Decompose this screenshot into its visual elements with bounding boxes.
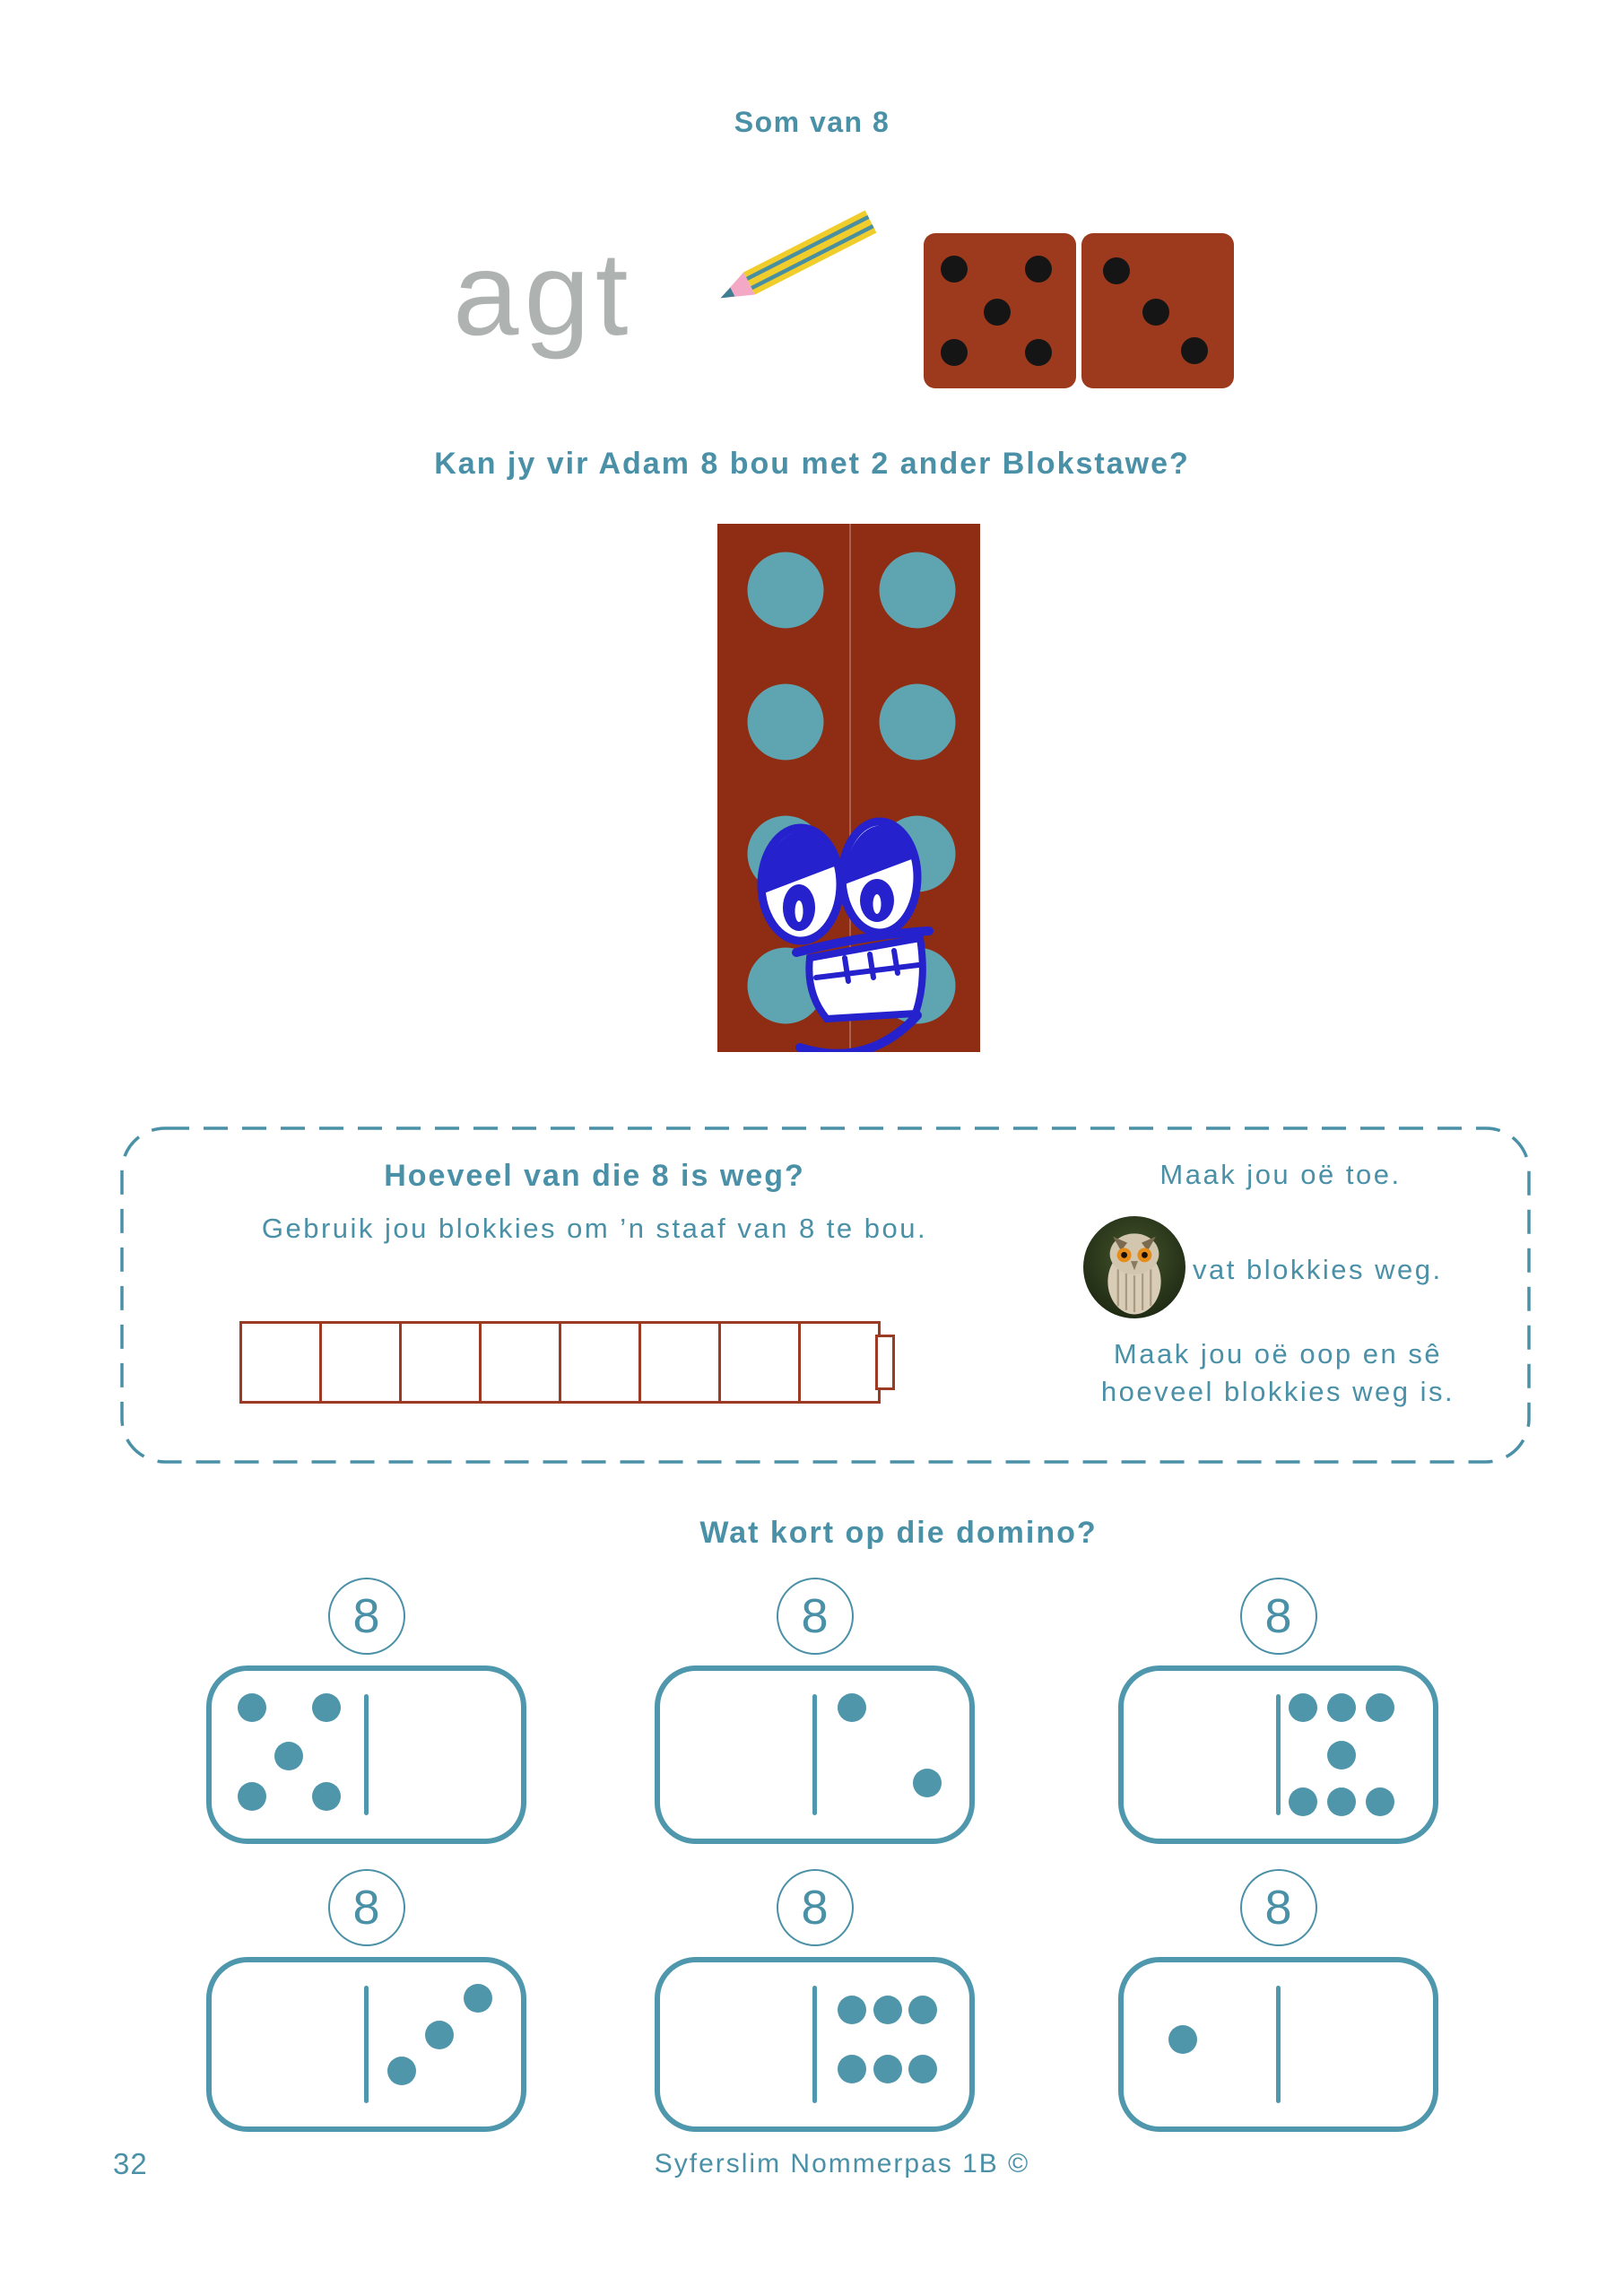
domino-dot xyxy=(873,1996,902,2024)
domino-exercise xyxy=(206,1869,526,2132)
domino-dot xyxy=(1327,1741,1356,1770)
rod-cell xyxy=(479,1321,561,1404)
domino-dot xyxy=(387,2057,416,2085)
domino-dot xyxy=(312,1782,341,1811)
domino-dot xyxy=(1366,1787,1394,1816)
domino-dot xyxy=(274,1742,303,1770)
domino-dot xyxy=(464,1984,492,2013)
rod-cell xyxy=(638,1321,721,1404)
domino-divider xyxy=(364,1694,369,1815)
domino-exercise xyxy=(655,1869,975,2132)
step-open-eyes-line1: Maak jou oë oop en sê xyxy=(1113,1338,1443,1370)
footer-imprint: Syferslim Nommerpas 1B © xyxy=(654,2149,1030,2179)
domino-dot xyxy=(838,2055,866,2083)
domino-half-right xyxy=(367,1671,522,1839)
question-domino: Wat kort op die domino? xyxy=(699,1516,1098,1550)
domino-half-left xyxy=(1124,1671,1279,1839)
domino-half-left xyxy=(212,1671,367,1839)
step-open-eyes-line2: hoeveel blokkies weg is. xyxy=(1100,1376,1455,1407)
die-dot xyxy=(1142,299,1169,326)
activity-heading: Hoeveel van die 8 is weg? xyxy=(384,1159,805,1193)
domino-half-left xyxy=(1124,1962,1279,2126)
die-three xyxy=(1081,233,1234,388)
rod-cell xyxy=(319,1321,402,1404)
block-hole xyxy=(879,683,955,760)
rod-of-eight xyxy=(239,1321,881,1404)
domino xyxy=(655,1957,975,2132)
rod-cell xyxy=(559,1321,641,1404)
domino-dot xyxy=(1327,1693,1356,1722)
block-hole xyxy=(748,683,824,760)
domino-dot xyxy=(238,1782,266,1811)
rod-end-tab xyxy=(875,1335,895,1390)
block-hole xyxy=(748,552,824,628)
page-title: Som van 8 xyxy=(734,106,890,138)
die-five xyxy=(924,233,1076,388)
rod-cell xyxy=(399,1321,482,1404)
domino-exercise xyxy=(1118,1578,1438,1844)
domino-half-right xyxy=(1279,1962,1434,2126)
domino-divider xyxy=(364,1986,369,2103)
domino xyxy=(206,1957,526,2132)
block-hole xyxy=(748,816,824,892)
block-hole xyxy=(748,948,824,1024)
target-number-badge: 8 xyxy=(328,1578,405,1655)
domino-exercise xyxy=(655,1578,975,1844)
domino-dot xyxy=(1289,1693,1317,1722)
die-dot xyxy=(1181,337,1208,364)
domino-exercise xyxy=(1118,1869,1438,2132)
target-number-badge: 8 xyxy=(328,1869,405,1946)
die-dot xyxy=(984,299,1011,326)
die-dot xyxy=(941,339,968,366)
rod-cell xyxy=(798,1321,881,1404)
die-dot xyxy=(1025,256,1052,283)
domino-dot xyxy=(425,2021,454,2049)
domino-dot xyxy=(913,1769,942,1797)
domino-dot xyxy=(908,1996,937,2024)
block-column-divider xyxy=(849,524,851,1052)
domino-dot xyxy=(908,2055,937,2083)
die-dot xyxy=(1025,339,1052,366)
domino-dot xyxy=(1289,1787,1317,1816)
target-number-badge: 8 xyxy=(1240,1578,1317,1655)
domino-dot xyxy=(1327,1787,1356,1816)
domino xyxy=(1118,1957,1438,2132)
domino-dot xyxy=(838,1693,866,1722)
domino xyxy=(655,1665,975,1844)
owl-photo xyxy=(1083,1216,1185,1318)
domino-divider xyxy=(812,1986,817,2103)
number-word: agt xyxy=(453,228,634,360)
domino-dot xyxy=(238,1693,266,1722)
domino-dot xyxy=(1366,1693,1394,1722)
domino-half-right xyxy=(367,1962,522,2126)
domino-divider xyxy=(812,1694,817,1815)
domino-exercise xyxy=(206,1578,526,1844)
domino xyxy=(1118,1665,1438,1844)
domino-divider xyxy=(1276,1986,1281,2103)
pencil-icon xyxy=(707,204,899,323)
activity-instruction: Gebruik jou blokkies om ’n staaf van 8 te bou. xyxy=(261,1213,928,1244)
target-number-badge: 8 xyxy=(1240,1869,1317,1946)
rod-cell xyxy=(718,1321,801,1404)
domino-half-left xyxy=(660,1962,815,2126)
block-tower xyxy=(717,524,980,1052)
domino-half-left xyxy=(660,1671,815,1839)
step-close-eyes: Maak jou oë toe. xyxy=(1159,1159,1402,1190)
domino-half-right xyxy=(815,1962,970,2126)
block-hole xyxy=(879,552,955,628)
block-hole xyxy=(879,816,955,892)
question-build-blocks: Kan jy vir Adam 8 bou met 2 ander Blokstawe? xyxy=(434,447,1190,481)
target-number-badge: 8 xyxy=(777,1869,854,1946)
domino xyxy=(206,1665,526,1844)
target-number-badge: 8 xyxy=(777,1578,854,1655)
domino-half-right xyxy=(1279,1671,1434,1839)
domino-dot xyxy=(873,2055,902,2083)
domino-dot xyxy=(312,1693,341,1722)
domino-divider xyxy=(1276,1694,1281,1815)
page-number: 32 xyxy=(113,2147,148,2180)
domino-half-right xyxy=(815,1671,970,1839)
domino-half-left xyxy=(212,1962,367,2126)
domino-dot xyxy=(1168,2025,1197,2054)
rod-cell xyxy=(239,1321,322,1404)
die-dot xyxy=(941,256,968,283)
block-hole xyxy=(879,948,955,1024)
domino-dot xyxy=(838,1996,866,2024)
die-dot xyxy=(1103,257,1130,284)
step-take-blocks: vat blokkies weg. xyxy=(1193,1254,1443,1285)
